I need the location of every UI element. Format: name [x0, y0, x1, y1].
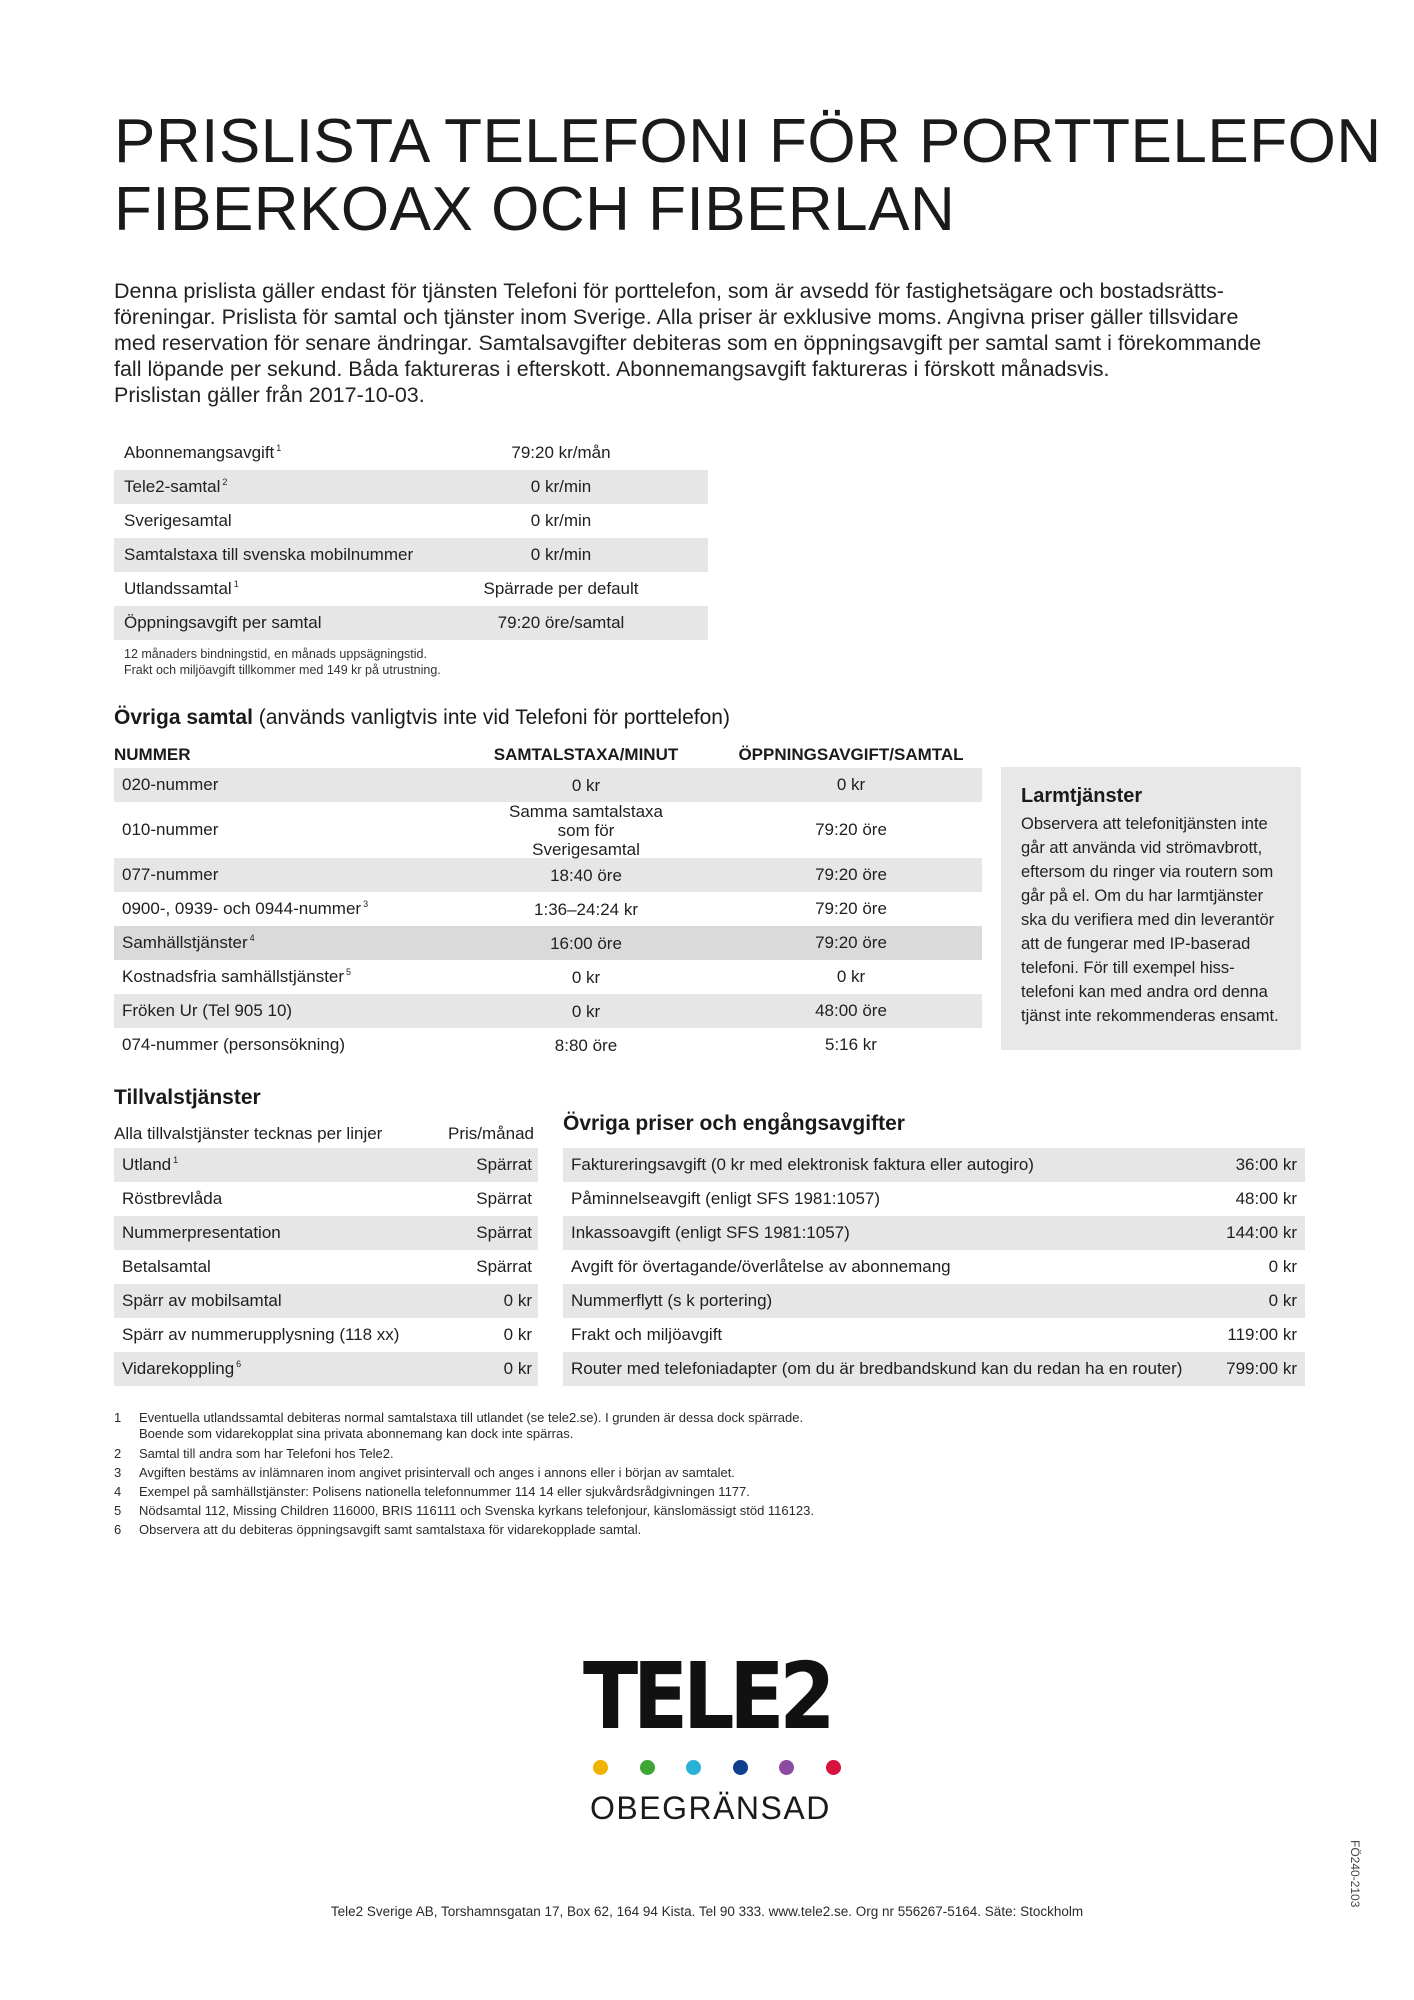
row-open: 79:20 öre — [815, 933, 887, 952]
basic-price-note — [124, 646, 441, 678]
row-label: Inkassoavgift (enligt SFS 1981:1057) — [571, 1223, 850, 1242]
table-row — [114, 606, 708, 640]
ovriga-priser-table — [563, 1148, 1305, 1386]
col-header-number: NUMMER — [114, 745, 191, 764]
row-label: Faktureringsavgift (0 kr med elektronisk faktura eller autogiro) — [571, 1155, 1034, 1174]
intro-paragraph — [114, 278, 1264, 408]
intro-line: Prislistan gäller från 2017-10-03. — [114, 383, 425, 407]
table-row — [114, 436, 708, 470]
tillval-sub-left: Alla tillvalstjänster tecknas per linjer — [114, 1124, 383, 1143]
tele2-logo-text: TELE2 — [583, 1644, 831, 1738]
table-row — [563, 1148, 1305, 1182]
table-row — [563, 1352, 1305, 1386]
footnote — [114, 1444, 814, 1463]
larm-info-box — [1001, 767, 1301, 1050]
tillval-subheader — [114, 1124, 534, 1148]
larm-line: att de fungerar med IP-baserad — [1021, 935, 1251, 953]
row-number: Samhällstjänster — [122, 933, 248, 952]
col-header-open: ÖPPNINGSAVGIFT/SAMTAL — [738, 745, 964, 764]
row-label: Nummerflytt (s k portering) — [571, 1291, 773, 1310]
table-row — [114, 926, 982, 960]
brand-dot — [593, 1760, 608, 1775]
brand-dot — [779, 1760, 794, 1775]
row-label: Nummerpresentation — [122, 1223, 281, 1242]
table-row — [114, 1028, 982, 1062]
larm-line: tjänst inte rekommenderas ensamt. — [1021, 1007, 1279, 1025]
row-number: Fröken Ur (Tel 905 10) — [122, 1001, 293, 1020]
heading-bold: Övriga samtal — [114, 706, 253, 729]
footnote-text: Exempel på samhällstjänster: Polisens nationella telefonnummer 114 14 eller sjukvårdsrådgivningen 1177. — [139, 1484, 750, 1499]
footnote-continuation — [114, 1425, 814, 1442]
title-line-2: FIBERKOAX OCH FIBERLAN — [114, 175, 956, 244]
row-number: 020-nummer — [122, 775, 219, 794]
intro-line: med reservation för senare ändringar. Samtalsavgifter debiteras som en öppningsavgift per samtal samt i förekommande — [114, 331, 1262, 355]
footnote — [114, 1463, 814, 1482]
brand-dot — [686, 1760, 701, 1775]
row-label: Utland — [122, 1155, 172, 1174]
basic-price-table — [114, 436, 708, 640]
brand-dots — [593, 1760, 872, 1775]
ovriga-samtal-heading — [114, 706, 730, 730]
row-label: Betalsamtal — [122, 1257, 211, 1276]
row-label: Öppningsavgift per samtal — [124, 613, 322, 632]
tillval-sub-right: Pris/månad — [448, 1124, 534, 1143]
footnotes — [114, 1408, 814, 1539]
larm-line: ska du verifiera med din leverantör — [1021, 911, 1275, 929]
footnote — [114, 1482, 814, 1501]
title-line-1: PRISLISTA TELEFONI FÖR PORTTELEFON — [114, 107, 1382, 176]
row-value: Spärrat — [476, 1257, 532, 1276]
footnote — [114, 1501, 814, 1520]
larm-body — [1021, 812, 1283, 1028]
footnote-number: 4 — [114, 1484, 122, 1499]
table-row — [563, 1318, 1305, 1352]
row-value: 79:20 kr/mån — [511, 443, 611, 462]
row-label: Vidarekoppling — [122, 1359, 235, 1378]
row-open: 79:20 öre — [815, 899, 887, 918]
note-line: 12 månaders bindningstid, en månads uppsägningstid. — [124, 647, 427, 661]
row-label: Avgift för övertagande/överlåtelse av abonnemang — [571, 1257, 951, 1276]
row-value: 0 kr — [503, 1359, 532, 1378]
table-row — [114, 1216, 538, 1250]
tillval-heading — [114, 1086, 261, 1110]
larm-heading: Larmtjänster — [1021, 785, 1143, 807]
heading-suffix: (används vanligtvis inte vid Telefoni för porttelefon) — [258, 706, 730, 729]
row-value: Spärrat — [476, 1155, 532, 1174]
row-value: 799:00 kr — [1226, 1359, 1297, 1378]
footnote — [114, 1520, 814, 1539]
row-value: 0 kr — [503, 1291, 532, 1310]
row-open: 5:16 kr — [825, 1035, 877, 1054]
ovriga-priser-heading — [563, 1112, 905, 1136]
row-value: 79:20 öre/samtal — [497, 613, 625, 632]
footnote-ref: 6 — [236, 1359, 242, 1370]
table-row — [114, 892, 982, 926]
table-row — [563, 1216, 1305, 1250]
row-rate: 0 kr — [571, 775, 601, 795]
table-row — [114, 1284, 538, 1318]
tele2-logo — [583, 1638, 843, 1738]
ovriga-priser-heading-text: Övriga priser och engångsavgifter — [563, 1112, 905, 1135]
col-header-rate: SAMTALSTAXA/MINUT — [493, 745, 679, 764]
row-open: 79:20 öre — [815, 820, 887, 839]
footnote-number: 3 — [114, 1465, 122, 1480]
document-code: FÖ240-2103 — [1348, 1840, 1362, 1908]
row-value: Spärrat — [476, 1223, 532, 1242]
row-label: Sverigesamtal — [124, 511, 232, 530]
row-rate: 18:40 öre — [550, 865, 622, 885]
brand-dot — [826, 1760, 841, 1775]
company-address: Tele2 Sverige AB, Torshamnsgatan 17, Box 62, 164 94 Kista. Tel 90 333. www.tele2.se. Org nr 556267-5164. Säte: Stockholm — [330, 1904, 1084, 1919]
footnote-ref: 3 — [363, 899, 369, 910]
row-number: 074-nummer (personsökning) — [122, 1035, 345, 1054]
intro-line: föreningar. Prislista för samtal och tjänster inom Sverige. Alla priser är exklusive moms. Angivna priser gäller tillsvidare — [114, 305, 1239, 329]
row-number: Kostnadsfria samhällstjänster — [122, 967, 345, 986]
footnote-ref: 1 — [173, 1155, 179, 1166]
larm-line: telefoni kan med andra ord denna — [1021, 983, 1268, 1001]
row-rate: 0 kr — [571, 1001, 601, 1021]
footnote-text: Samtal till andra som har Telefoni hos Tele2. — [139, 1446, 394, 1461]
table-row — [114, 1250, 538, 1284]
row-value: 144:00 kr — [1226, 1223, 1297, 1242]
row-label: Router med telefoniadapter (om du är bredbandskund kan du redan ha en router) — [571, 1359, 1183, 1378]
table-row — [114, 960, 982, 994]
intro-line: fall löpande per sekund. Båda faktureras i efterskott. Abonnemangsavgift faktureras i förskott månadsvis. — [114, 357, 1110, 381]
ovriga-samtal-table — [114, 768, 982, 1062]
footnote-ref: 1 — [276, 443, 282, 454]
table-row — [114, 802, 982, 858]
row-number: 010-nummer — [122, 820, 219, 839]
row-open: 0 kr — [836, 967, 866, 986]
larm-line: går att använda vid strömavbrott, — [1021, 839, 1263, 857]
row-label: Tele2-samtal — [124, 477, 221, 496]
footnote-ref: 1 — [233, 579, 239, 590]
table-row — [114, 538, 708, 572]
row-open: 48:00 öre — [815, 1001, 887, 1020]
table-row — [114, 1182, 538, 1216]
table-row — [114, 858, 982, 892]
row-open: 0 kr — [836, 775, 866, 794]
brand-tagline: OBEGRÄNSAD — [590, 1790, 831, 1826]
ovriga-samtal-header-row — [114, 742, 982, 768]
row-label: Abonnemangsavgift — [124, 443, 275, 462]
larm-line: går på el. Om du har larmtjänster — [1021, 887, 1264, 905]
table-row — [563, 1250, 1305, 1284]
row-rate: 8:80 öre — [554, 1035, 618, 1055]
row-label: Spärr av mobilsamtal — [122, 1291, 282, 1310]
row-label: Samtalstaxa till svenska mobilnummer — [124, 545, 414, 564]
row-value: 0 kr/min — [530, 545, 592, 564]
footnote-text: Eventuella utlandssamtal debiteras normal samtalstaxa till utlandet (se tele2.se). I grunden är dessa dock spärrade. — [139, 1410, 804, 1425]
table-row — [114, 1352, 538, 1386]
footnote-text: Boende som vidarekopplat sina privata abonnemang kan dock inte spärras. — [139, 1426, 574, 1441]
row-number: 0900-, 0939- och 0944-nummer — [122, 899, 362, 918]
tillval-heading-text: Tillvalstjänster — [114, 1086, 261, 1109]
table-row — [114, 504, 708, 538]
table-row — [114, 1318, 538, 1352]
row-label: Frakt och miljöavgift — [571, 1325, 723, 1344]
row-number: 077-nummer — [122, 865, 219, 884]
row-value: Spärrade per default — [483, 579, 639, 598]
row-rate: Samma samtalstaxa som för Sverigesamtal — [509, 801, 663, 859]
row-value: 0 kr — [1268, 1291, 1297, 1310]
row-value: 119:00 kr — [1227, 1325, 1297, 1344]
brand-dot — [640, 1760, 655, 1775]
footnote-text: Nödsamtal 112, Missing Children 116000, BRIS 116111 och Svenska kyrkans telefonjour, känslomässigt stöd 116123. — [139, 1503, 814, 1518]
row-value: 36:00 kr — [1235, 1155, 1297, 1174]
table-row — [114, 1148, 538, 1182]
row-value: 48:00 kr — [1235, 1189, 1297, 1208]
footnote-number: 5 — [114, 1503, 122, 1518]
row-open: 79:20 öre — [815, 865, 887, 884]
row-label: Röstbrevlåda — [122, 1189, 223, 1208]
footnote-ref: 4 — [249, 933, 255, 944]
row-rate: 1:36–24:24 kr — [534, 899, 638, 919]
table-row — [114, 994, 982, 1028]
footnote-number: 2 — [114, 1446, 122, 1461]
page-title — [114, 107, 1382, 244]
row-rate: 16:00 öre — [550, 933, 622, 953]
note-line: Frakt och miljöavgift tillkommer med 149 kr på utrustning. — [124, 663, 441, 677]
tillval-table — [114, 1148, 538, 1386]
table-row — [114, 768, 982, 802]
footnote-text: Avgiften bestäms av inlämnaren inom angivet prisintervall och anges i annons eller i början av samtalet. — [139, 1465, 735, 1480]
row-rate: 0 kr — [571, 967, 601, 987]
larm-line: Observera att telefonitjänsten inte — [1021, 815, 1268, 833]
row-value: 0 kr/min — [530, 477, 592, 496]
brand-dot — [733, 1760, 748, 1775]
footnote-number: 1 — [114, 1410, 122, 1425]
footnote-number: 6 — [114, 1522, 122, 1537]
row-value: 0 kr — [503, 1325, 532, 1344]
larm-line: telefoni. För till exempel hiss- — [1021, 959, 1235, 977]
row-label: Spärr av nummerupplysning (118 xx) — [122, 1325, 400, 1344]
intro-line: Denna prislista gäller endast för tjänsten Telefoni för porttelefon, som är avsedd för fastighetsägare och bostadsrätts- — [114, 279, 1224, 303]
footnote-ref: 2 — [222, 477, 228, 488]
table-row — [114, 470, 708, 504]
row-label: Utlandssamtal — [124, 579, 232, 598]
footnote-ref: 5 — [346, 967, 352, 978]
table-row — [114, 572, 708, 606]
row-value: 0 kr/min — [530, 511, 592, 530]
table-row — [563, 1284, 1305, 1318]
footnote-text: Observera att du debiteras öppningsavgift samt samtalstaxa för vidarekopplade samtal. — [139, 1522, 642, 1537]
row-label: Påminnelseavgift (enligt SFS 1981:1057) — [571, 1189, 881, 1208]
table-row — [563, 1182, 1305, 1216]
row-value: Spärrat — [476, 1189, 532, 1208]
larm-line: eftersom du ringer via routern som — [1021, 863, 1274, 881]
row-value: 0 kr — [1268, 1257, 1297, 1276]
